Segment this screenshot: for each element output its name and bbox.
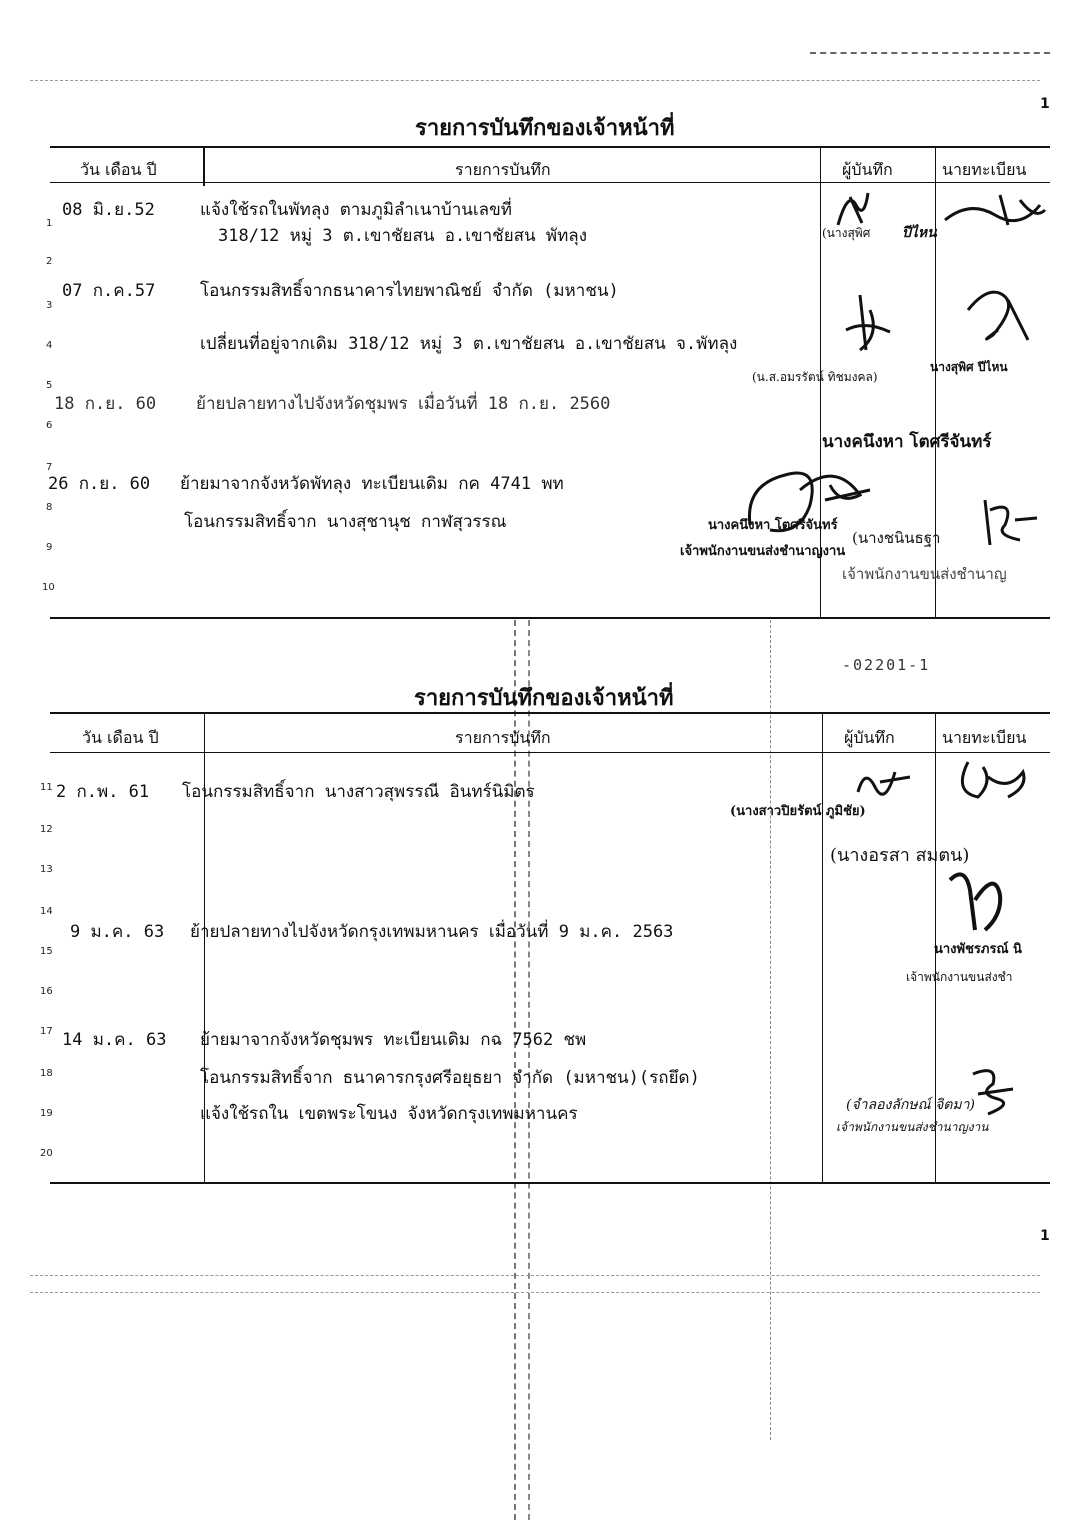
- section2-top-rule: [50, 712, 1050, 714]
- entry-text: ย้ายมาจากจังหวัดชุมพร ทะเบียนเดิม กฉ 7562 ชพ: [200, 1030, 587, 1050]
- entry-text: 318/12 หมู่ 3 ต.เขาชัยสน อ.เขาชัยสน พัทลุง: [218, 226, 588, 246]
- registrar-title: เจ้าพนักงานขนส่งชำ: [906, 970, 1013, 984]
- entry-text: โอนกรรมสิทธิ์จาก นางสุชานุช กาฬสุวรรณ: [184, 512, 507, 532]
- signature-recorder-4: [740, 455, 880, 545]
- recorder-title: เจ้าพนักงานขนส่งชำนาญงาน: [836, 1120, 989, 1134]
- line-number: 6: [46, 420, 53, 431]
- recorder-name: นางคนึงหา โตศรีจันทร์: [708, 518, 838, 533]
- header-recorder: ผู้บันทึก: [842, 160, 893, 179]
- signature-recorder-2: [840, 290, 900, 355]
- line-number: 17: [40, 1026, 53, 1037]
- signature-registrar-1: [940, 190, 1050, 230]
- recorder-name: นางคนึงหา โตศรีจันทร์: [822, 432, 992, 452]
- line-number: 20: [40, 1148, 53, 1159]
- signature-registrar-11: [948, 752, 1038, 807]
- entry-text: เปลี่ยนที่อยู่จากเดิม 318/12 หมู่ 3 ต.เขาชัยสน อ.เขาชัยสน จ.พัทลุง: [200, 334, 738, 354]
- line-number: 16: [40, 986, 53, 997]
- recorder-title: เจ้าพนักงานขนส่งชำนาญงาน: [680, 544, 846, 559]
- signature-recorder-17: [958, 1064, 1028, 1119]
- entry-date: 07 ก.ค.57: [62, 281, 156, 301]
- scan-noise-line: [30, 1275, 1040, 1276]
- header-date: วัน เดือน ปี: [82, 728, 159, 747]
- entry-date: 14 ม.ค. 63: [62, 1030, 167, 1050]
- line-number: 8: [46, 502, 53, 513]
- line-number: 10: [42, 582, 55, 593]
- line-number: 11: [40, 782, 53, 793]
- scan-noise-line: [30, 1292, 1040, 1293]
- line-number: 19: [40, 1108, 53, 1119]
- signature-recorder-11: [850, 762, 920, 802]
- scan-vertical-line: [770, 620, 771, 1440]
- header-registrar: นายทะเบียน: [942, 728, 1027, 747]
- line-number: 15: [40, 946, 53, 957]
- entry-text: แจ้งใช้รถในพัทลุง ตามภูมิลำเนาบ้านเลขที่: [200, 200, 512, 220]
- line-number: 14: [40, 906, 53, 917]
- entry-text: โอนกรรมสิทธิ์จากธนาคารไทยพาณิชย์ จำกัด (มหาชน): [200, 281, 619, 301]
- stamp-fragment: -02201-1: [842, 656, 931, 674]
- registrar-name: นางพัชรภรณ์ นิ: [934, 942, 1022, 957]
- entry-date: 26 ก.ย. 60: [48, 474, 151, 494]
- page-number-top: 1: [1040, 96, 1050, 112]
- scan-noise-line: [30, 80, 1040, 81]
- entry-text: โอนกรรมสิทธิ์จาก นางสาวสุพรรณี อินทร์นิมิตร: [182, 782, 535, 802]
- line-number: 13: [40, 864, 53, 875]
- section1-col-divider: [203, 146, 205, 186]
- line-number: 2: [46, 256, 53, 267]
- line-number: 3: [46, 300, 53, 311]
- entry-text: แจ้งใช้รถใน เขตพระโขนง จังหวัดกรุงเทพมหานคร: [200, 1104, 578, 1124]
- header-entry: รายการบันทึก: [455, 160, 551, 179]
- entry-date: 18 ก.ย. 60: [54, 394, 157, 414]
- signature-registrar-4: [975, 490, 1045, 550]
- section2-title: รายการบันทึกของเจ้าหน้าที่: [414, 685, 674, 711]
- registrar-name: (นางอรสา สมตน): [830, 845, 970, 866]
- line-number: 18: [40, 1068, 53, 1079]
- signature-registrar-14: [940, 860, 1020, 940]
- signature-recorder-1: [828, 185, 888, 230]
- line-number: 12: [40, 824, 53, 835]
- line-number: 7: [46, 462, 53, 473]
- line-number: 1: [46, 218, 53, 229]
- recorder-name: (จำลองลักษณ์ จิตมา): [846, 1097, 975, 1113]
- registrar-name: ปีไหน: [902, 225, 937, 241]
- entry-date: 2 ก.พ. 61: [56, 782, 150, 802]
- section2-header-rule: [50, 752, 1050, 753]
- recorder-name: (นางสาวปิยรัตน์ ภูมิชัย): [730, 804, 866, 819]
- signature-registrar-2: [958, 280, 1038, 350]
- line-number: 4: [46, 340, 53, 351]
- entry-date: 9 ม.ค. 63: [70, 922, 165, 942]
- registrar-name: (นางชนินธฐา: [852, 529, 941, 547]
- section1-title: รายการบันทึกของเจ้าหน้าที่: [415, 115, 675, 141]
- header-registrar: นายทะเบียน: [942, 160, 1027, 179]
- page-number-bottom: 1: [1040, 1228, 1050, 1244]
- entry-date: 08 มิ.ย.52: [62, 200, 155, 220]
- entry-text: โอนกรรมสิทธิ์จาก ธนาคารกรุงศรีอยุธยา จำกัด (มหาชน)(รถยึด): [200, 1068, 700, 1088]
- section2-col-divider: [822, 712, 823, 1182]
- entry-text: ย้ายปลายทางไปจังหวัดชุมพร เมื่อวันที่ 18 ก.ย. 2560: [196, 394, 611, 414]
- scan-edge-line: [810, 52, 1050, 54]
- registrar-title: เจ้าพนักงานขนส่งชำนาญ: [842, 565, 1007, 583]
- registrar-name: นางสุพิศ ปีไหน: [930, 360, 1008, 374]
- recorder-name: (นางสุพิศ: [822, 226, 871, 240]
- entry-text: ย้ายมาจากจังหวัดพัทลุง ทะเบียนเดิม กค 4741 พท: [180, 474, 564, 494]
- line-number: 9: [46, 542, 53, 553]
- line-number: 5: [46, 380, 53, 391]
- header-date: วัน เดือน ปี: [80, 160, 157, 179]
- entry-text: ย้ายปลายทางไปจังหวัดกรุงเทพมหานคร เมื่อวันที่ 9 ม.ค. 2563: [190, 922, 674, 942]
- section2-bottom-rule: [50, 1182, 1050, 1184]
- section1-top-rule: [50, 146, 1050, 148]
- section1-bottom-rule: [50, 617, 1050, 619]
- recorder-name: (น.ส.อมรรัตน์ ทิชมงคล): [752, 370, 878, 384]
- header-entry: รายการบันทึก: [455, 728, 551, 747]
- header-recorder: ผู้บันทึก: [844, 728, 895, 747]
